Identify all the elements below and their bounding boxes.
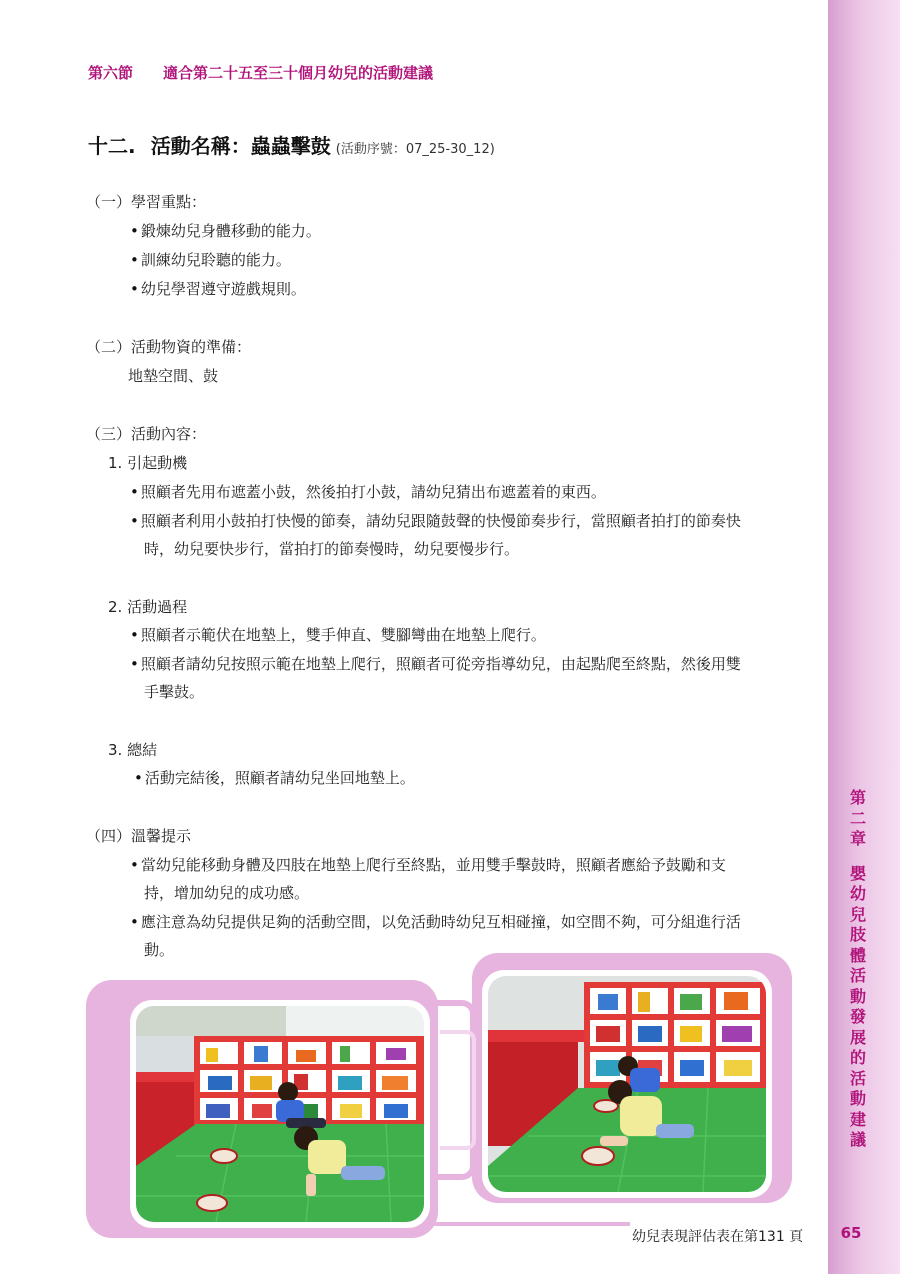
photo-children-crawling-1 [130,1000,430,1228]
learning-focus-item: • 幼兒學習遵守遊戲規則。 [130,278,306,299]
chapter-number: 第二章 [849,788,866,848]
chapter-title: 嬰幼兒肢體活動發展的活動建議 [849,863,866,1149]
section-title: 適合第二十五至三十個月幼兒的活動建議 [163,64,434,82]
materials-text: 地墊空間、鼓 [128,367,219,385]
step-bullet-cont: 時，幼兒要快步行，當拍打的節奏慢時，幼兒要慢步行。 [144,540,520,558]
step-bullet-cont: 手擊鼓。 [144,683,205,701]
tips-bullet: • 當幼兒能移動身體及四肢在地墊上爬行至終點，並用雙手擊鼓時，照顧者應給予鼓勵和支 [130,854,726,875]
content-heading: （三）活動內容： [86,425,207,443]
learning-focus-item: • 訓練幼兒聆聽的能力。 [130,249,291,270]
photo-children-crawling-2 [482,970,772,1198]
learning-focus-heading: （一）學習重點： [86,193,207,211]
section-label: 第六節 [88,64,134,82]
section-header [88,62,433,83]
step-bullet: • 活動完結後，照顧者請幼兒坐回地墊上。 [134,767,415,788]
step-bullet: • 照顧者利用小鼓拍打快慢的節奏，請幼兒跟隨鼓聲的快慢節奏步行，當照顧者拍打的節奏快 [130,510,741,531]
page-number: 65 [840,1224,862,1242]
tips-bullet-cont: 持，增加幼兒的成功感。 [144,884,310,902]
step-title: 2. 活動過程 [108,598,188,616]
activity-title [88,130,495,159]
step-title: 1. 引起動機 [108,454,188,472]
step-bullet: • 照顧者先用布遮蓋小鼓，然後拍打小鼓，請幼兒猜出布遮蓋着的東西。 [130,481,606,502]
activity-number: 十二. [88,134,136,158]
assessment-note: 幼兒表現評估表在第131 頁 [632,1229,804,1245]
tips-bullet: • 應注意為幼兒提供足夠的活動空間，以免活動時幼兒互相碰撞，如空間不夠，可分組進行活 [130,911,741,932]
tips-bullet-cont: 動。 [144,941,175,959]
frame-connector-inner [440,1030,476,1150]
tips-heading: （四）溫馨提示 [86,827,192,845]
learning-focus-item: • 鍛煉幼兒身體移動的能力。 [130,220,321,241]
step-bullet: • 照顧者請幼兒按照示範在地墊上爬行，照顧者可從旁指導幼兒，由起點爬至終點，然後用雙 [130,653,741,674]
step-title: 3. 總結 [108,741,158,759]
activity-name: 活動名稱：蟲蟲擊鼓 [150,134,331,158]
activity-serial: (活動序號：07_25-30_12) [335,142,495,157]
step-bullet: • 照顧者示範伏在地墊上，雙手伸直、雙腳彎曲在地墊上爬行。 [130,624,546,645]
materials-heading: （二）活動物資的準備： [86,338,252,356]
chapter-sidebar-label [846,788,870,1151]
